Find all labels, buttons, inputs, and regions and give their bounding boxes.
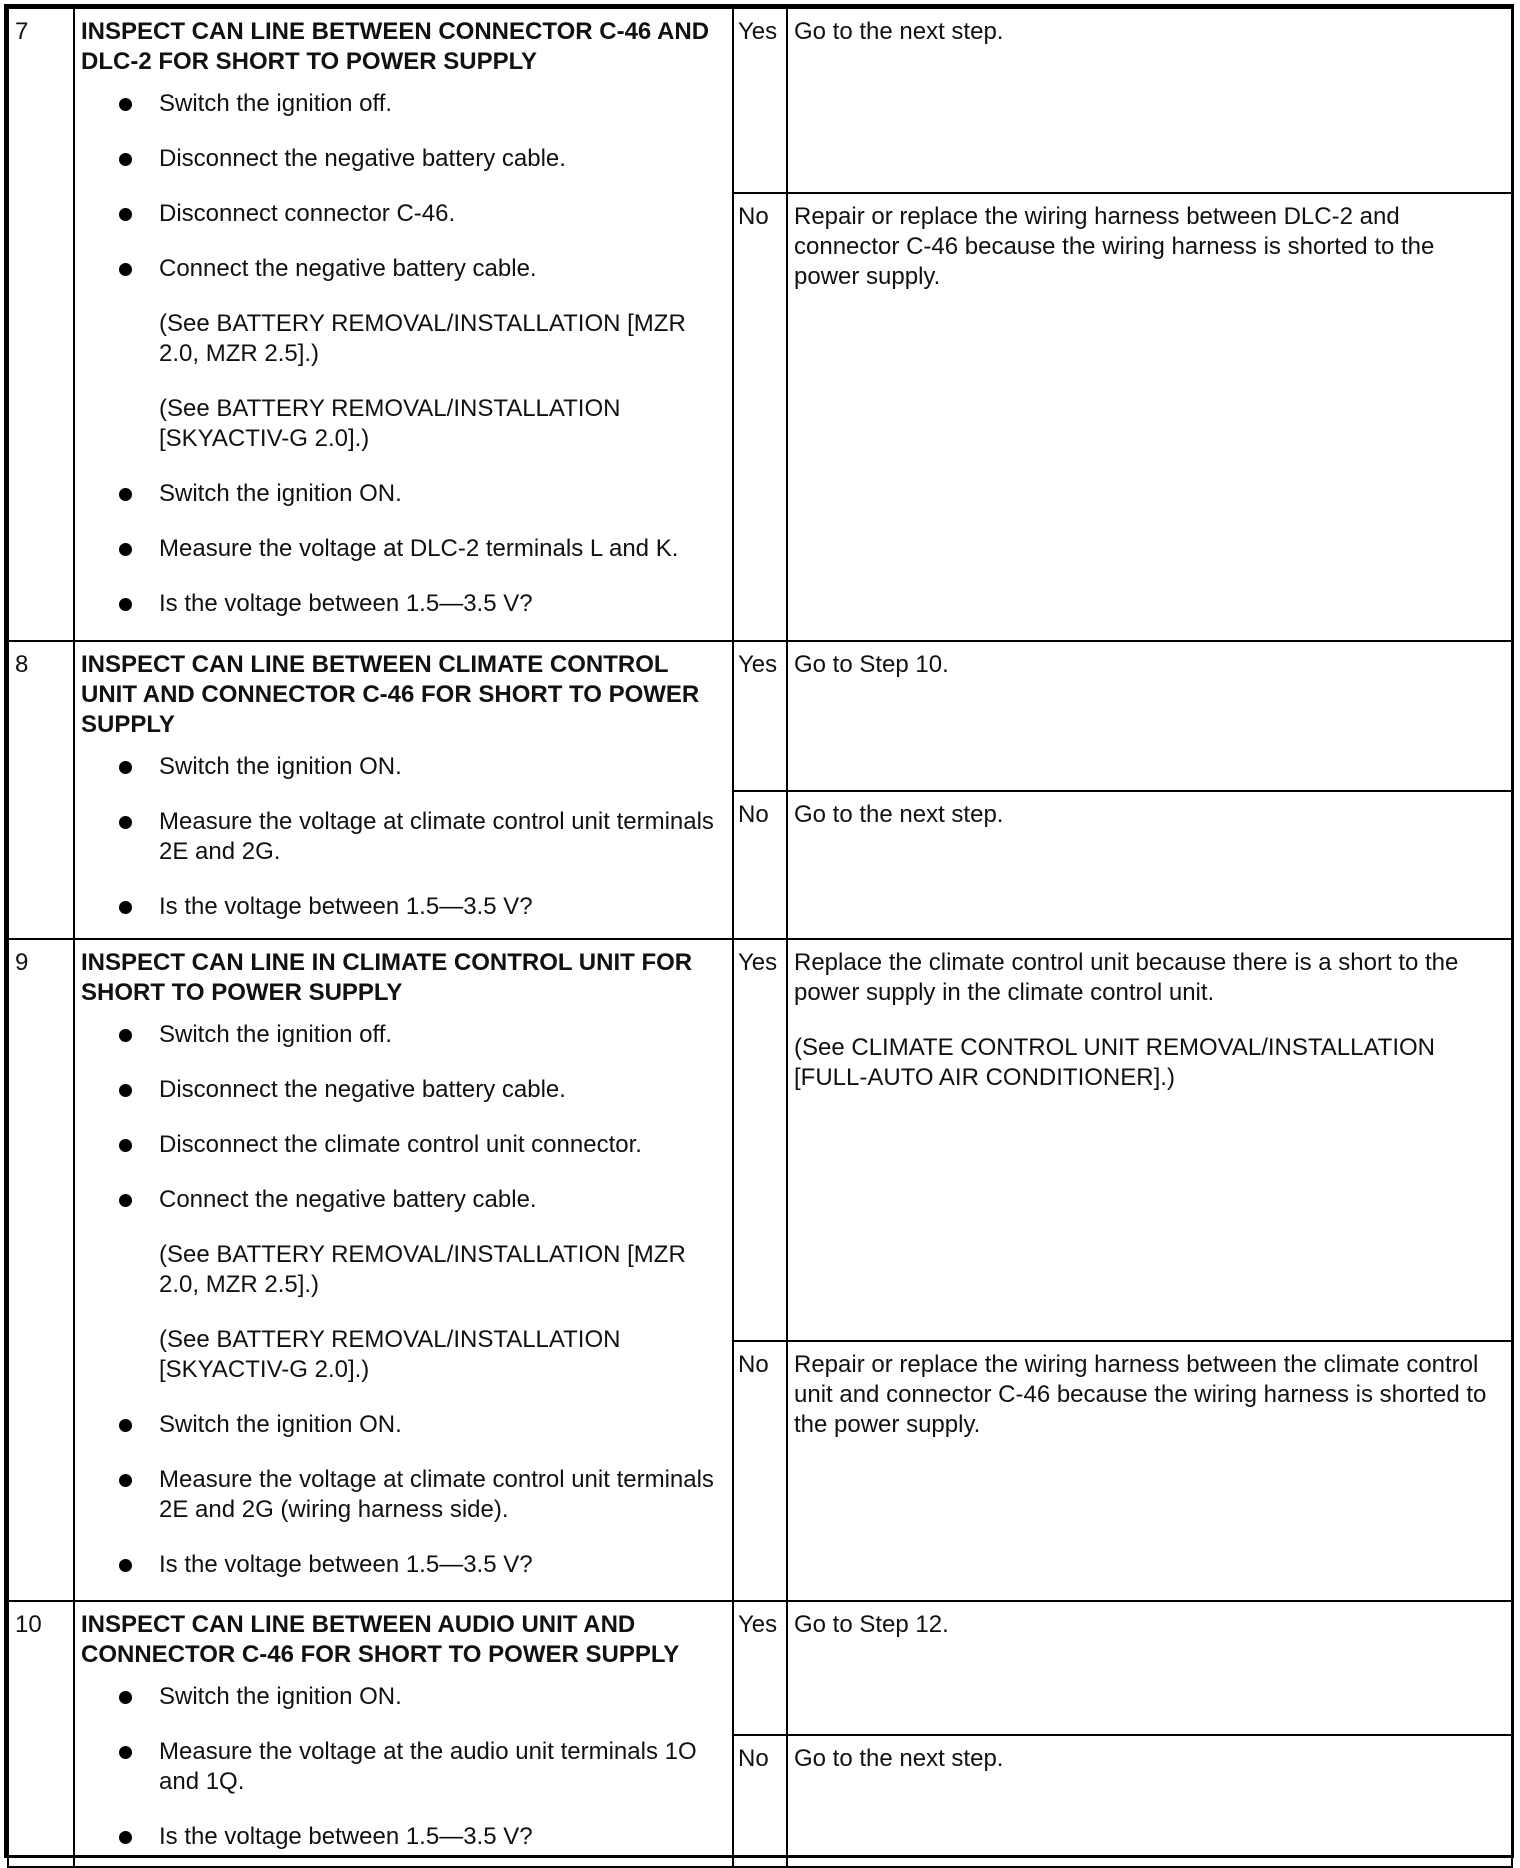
step-instructions — [81, 752, 726, 922]
no-label: No — [733, 1735, 787, 1867]
step-row — [8, 641, 1512, 791]
reference-note: (See BATTERY REMOVAL/INSTALLATION [MZR 2.0, MZR 2.5].) — [159, 1241, 686, 1298]
instruction-item: Switch the ignition off. — [113, 1020, 726, 1050]
step-row — [8, 8, 1512, 193]
step-content — [74, 8, 733, 641]
no-action — [787, 791, 1512, 939]
step-title: INSPECT CAN LINE BETWEEN CONNECTOR C-46 AND DLC-2 FOR SHORT TO POWER SUPPLY — [81, 18, 710, 75]
instruction-item: Measure the voltage at DLC-2 terminals L and K. — [113, 534, 726, 564]
reference-note: (See CLIMATE CONTROL UNIT REMOVAL/INSTALLATION [FULL-AUTO AIR CONDITIONER].) — [794, 1034, 1436, 1091]
instruction-item: Switch the ignition ON. — [113, 1682, 726, 1712]
step-number: 8 — [8, 641, 74, 939]
instruction-item: Is the voltage between 1.5—3.5 V? — [113, 1550, 726, 1580]
instruction-item: Disconnect the climate control unit connector. — [113, 1130, 726, 1160]
instruction-item: Measure the voltage at the audio unit terminals 1O and 1Q. — [113, 1737, 726, 1797]
no-action — [787, 1341, 1512, 1601]
reference-note: (See BATTERY REMOVAL/INSTALLATION [SKYACTIV-G 2.0].) — [159, 1326, 621, 1383]
action-text: Replace the climate control unit because there is a short to the power supply in the climate control unit. — [794, 949, 1459, 1006]
step-number: 7 — [8, 8, 74, 641]
instruction-item: Is the voltage between 1.5—3.5 V? — [113, 892, 726, 922]
yes-label: Yes — [733, 8, 787, 193]
step-instructions — [81, 1682, 726, 1852]
instruction-item: Connect the negative battery cable. — [113, 1185, 726, 1215]
instruction-item: Disconnect the negative battery cable. — [113, 144, 726, 174]
instruction-item: Measure the voltage at climate control unit terminals 2E and 2G (wiring harness side). — [113, 1465, 726, 1525]
action-text: Repair or replace the wiring harness between DLC-2 and connector C-46 because the wiring harness is shorted to the power supply. — [794, 203, 1435, 290]
reference-note: (See BATTERY REMOVAL/INSTALLATION [MZR 2.0, MZR 2.5].) — [159, 310, 686, 367]
step-instructions — [81, 89, 726, 619]
instruction-item: Switch the ignition off. — [113, 89, 726, 119]
instruction-item: Disconnect the negative battery cable. — [113, 1075, 726, 1105]
step-content — [74, 641, 733, 939]
yes-label: Yes — [733, 1601, 787, 1735]
yes-label: Yes — [733, 641, 787, 791]
action-text: Go to the next step. — [794, 1745, 1004, 1772]
step-number: 9 — [8, 939, 74, 1601]
no-label: No — [733, 791, 787, 939]
instruction-item: Switch the ignition ON. — [113, 479, 726, 509]
step-content — [74, 939, 733, 1601]
instruction-item: Measure the voltage at climate control unit terminals 2E and 2G. — [113, 807, 726, 867]
yes-action — [787, 939, 1512, 1341]
action-text: Go to Step 10. — [794, 651, 949, 678]
diagnostic-procedure-document — [4, 4, 1514, 1858]
step-title: INSPECT CAN LINE BETWEEN CLIMATE CONTROL UNIT AND CONNECTOR C-46 FOR SHORT TO POWER SUPPLY — [81, 651, 700, 738]
instruction-item: Is the voltage between 1.5—3.5 V? — [113, 589, 726, 619]
yes-action — [787, 1601, 1512, 1735]
instruction-item: Switch the ignition ON. — [113, 1410, 726, 1440]
action-text: Repair or replace the wiring harness between the climate control unit and connector C-46 because the wiring harness is shorted to the power supply. — [794, 1351, 1487, 1438]
step-title: INSPECT CAN LINE IN CLIMATE CONTROL UNIT FOR SHORT TO POWER SUPPLY — [81, 949, 693, 1006]
step-row — [8, 939, 1512, 1341]
yes-action — [787, 8, 1512, 193]
step-number: 10 — [8, 1601, 74, 1867]
diagnostic-steps-table — [7, 7, 1513, 1868]
action-text: Go to the next step. — [794, 18, 1004, 45]
instruction-item: Connect the negative battery cable. — [113, 254, 726, 284]
instruction-item: Switch the ignition ON. — [113, 752, 726, 782]
instruction-item: Is the voltage between 1.5—3.5 V? — [113, 1822, 726, 1852]
no-label: No — [733, 193, 787, 641]
yes-action — [787, 641, 1512, 791]
no-action — [787, 193, 1512, 641]
action-text: Go to Step 12. — [794, 1611, 949, 1638]
action-text: Go to the next step. — [794, 801, 1004, 828]
instruction-item: Disconnect connector C-46. — [113, 199, 726, 229]
yes-label: Yes — [733, 939, 787, 1341]
step-instructions — [81, 1020, 726, 1580]
reference-note: (See BATTERY REMOVAL/INSTALLATION [SKYACTIV-G 2.0].) — [159, 395, 621, 452]
step-row — [8, 1601, 1512, 1735]
step-title: INSPECT CAN LINE BETWEEN AUDIO UNIT AND CONNECTOR C-46 FOR SHORT TO POWER SUPPLY — [81, 1611, 680, 1668]
no-action — [787, 1735, 1512, 1867]
step-content — [74, 1601, 733, 1867]
no-label: No — [733, 1341, 787, 1601]
